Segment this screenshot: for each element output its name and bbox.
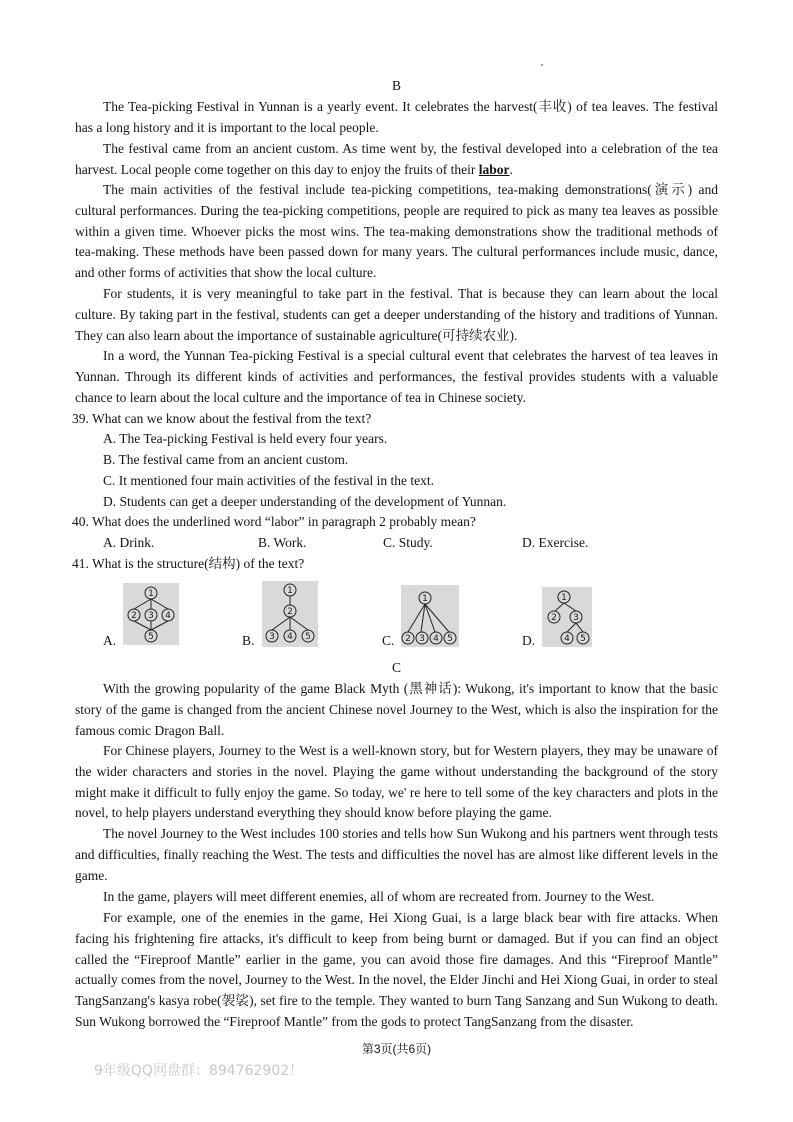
node-label: 5 bbox=[447, 634, 453, 644]
q39-option-b[interactable]: B. The festival came from an ancient custom. bbox=[103, 452, 349, 467]
section-b-title: B bbox=[391, 78, 401, 93]
section-c-paragraph-1: With the growing popularity of the game Black Myth (黑神话): Wukong, it's important to know that the basic story of the game is changed from the ancient Chinese novel Journey to the West, which is also the inspiration for the famous comic Dragon Ball. bbox=[75, 681, 718, 738]
section-c-paragraph-2: For Chinese players, Journey to the West is a well-known story, but for Western players, they may be unaware of the wider characters and stories in the novel. Playing the game without understanding the background of the story might make it difficult to fully enjoy the game. So today, we' re here to tell some of the key characters and plots in the novel, to help players understand everything they should know before playing the game. bbox=[75, 743, 718, 821]
node-label: 1 bbox=[287, 586, 293, 596]
q40-option-b[interactable]: B. Work. bbox=[258, 535, 307, 550]
structure-diagram-c bbox=[401, 585, 459, 647]
question-41-stem: 41. What is the structure(结构) of the text? bbox=[72, 556, 305, 571]
node-label: 5 bbox=[580, 634, 586, 644]
q41-option-b-label[interactable]: B. bbox=[242, 633, 255, 648]
scan-speck bbox=[541, 64, 543, 66]
node-label: 2 bbox=[551, 613, 557, 623]
structure-diagram-b bbox=[262, 581, 318, 647]
node-label: 5 bbox=[148, 632, 154, 642]
node-label: 2 bbox=[287, 607, 293, 617]
node-label: 3 bbox=[148, 611, 154, 621]
q40-option-d[interactable]: D. Exercise. bbox=[522, 535, 589, 550]
section-c-title: C bbox=[391, 660, 401, 675]
q41-diagram-b[interactable] bbox=[262, 581, 318, 647]
q41-option-d-label[interactable]: D. bbox=[522, 633, 536, 648]
q39-option-c[interactable]: C. It mentioned four main activities of the festival in the text. bbox=[103, 473, 435, 488]
section-b-paragraph-3: The main activities of the festival include tea-picking competitions, tea-making demonstrations(演示) and cultural performances. During the tea-picking competitions, people are required to pick as many tea leaves as possible within a given time. Whoever picks the most wins. The tea-making demonstrations show the traditional methods of tea-making. These methods have been passed down for many years. The cultural performances include music, dance, and other forms of activities that show the local culture. bbox=[75, 182, 718, 281]
node-label: 4 bbox=[287, 632, 293, 642]
node-label: 1 bbox=[422, 594, 428, 604]
node-label: 4 bbox=[564, 634, 570, 644]
section-c-paragraph-3: The novel Journey to the West includes 100 stories and tells how Sun Wukong and his partners went through tests and difficulties, finally reaching the West. The tests and difficulties the novel has are almost like different levels in the game. bbox=[75, 826, 718, 883]
q41-diagram-c[interactable] bbox=[401, 585, 459, 647]
node-label: 4 bbox=[433, 634, 439, 644]
node-label: 1 bbox=[148, 589, 154, 599]
node-label: 2 bbox=[405, 634, 411, 644]
q41-option-a-label[interactable]: A. bbox=[103, 633, 117, 648]
structure-diagram-d bbox=[542, 587, 592, 647]
node-label: 3 bbox=[573, 613, 579, 623]
q39-option-d[interactable]: D. Students can get a deeper understanding of the development of Yunnan. bbox=[103, 494, 507, 509]
node-label: 2 bbox=[131, 611, 137, 621]
q41-diagram-d[interactable] bbox=[542, 587, 592, 647]
node-label: 4 bbox=[165, 611, 171, 621]
node-label: 1 bbox=[561, 593, 567, 603]
section-c-paragraph-4: In the game, players will meet different enemies, all of whom are recreated from. Journey to the West. bbox=[103, 889, 655, 904]
node-label: 5 bbox=[305, 632, 311, 642]
paragraph-2-text: The festival came from an ancient custom. As time went by, the festival developed into a celebration of the tea harvest. Local people come together on this day to enjoy the fruits of their bbox=[75, 141, 718, 177]
q41-option-c-label[interactable]: C. bbox=[382, 633, 395, 648]
watermark-text: 9年级QQ网盘群：894762902！ bbox=[94, 1063, 304, 1079]
section-c-paragraph-5: For example, one of the enemies in the game, Hei Xiong Guai, is a large black bear with fire attacks. When facing his frightening fire attacks, it's difficult to keep from being burnt or damaged. But if you can find an object called the “Fireproof Mantle” earlier in the game, you can avoid those fire damages. And this “Fireproof Mantle” actually comes from the novel, Journey to the West. In the novel, the Elder Jinchi and Hei Xiong Guai, in order to steal TangSanzang's kasya robe(袈裟), set fire to the temple. They wanted to burn Tang Sanzang and Sun Wukong to death. Sun Wukong borrowed the “Fireproof Mantle” from the gods to protect TangSanzang from the disaster. bbox=[75, 910, 718, 1029]
page-number-footer: 第3页(共6页) bbox=[361, 1042, 432, 1056]
q40-option-a[interactable]: A. Drink. bbox=[103, 535, 155, 550]
underlined-word-labor: labor bbox=[478, 161, 510, 177]
q39-option-a[interactable]: A. The Tea-picking Festival is held every four years. bbox=[103, 431, 388, 446]
structure-diagram-a bbox=[123, 583, 179, 645]
paragraph-2-end: . bbox=[509, 161, 513, 177]
section-b-paragraph-4: For students, it is very meaningful to take part in the festival. That is because they can learn about the local culture. By taking part in the festival, students can get a deeper understanding of the history and traditions of Yunnan. They can also learn about the importance of sustainable agriculture(可持续农业). bbox=[75, 286, 718, 343]
section-b-paragraph-5: In a word, the Yunnan Tea-picking Festival is a special cultural event that celebrates the harvest of tea leaves in Yunnan. Through its different kinds of activities and performances, the festival provides students with a valuable chance to learn about the local culture and the importance of tea in Chinese society. bbox=[75, 348, 718, 405]
section-b-paragraph-2 bbox=[75, 139, 718, 181]
question-39-stem: 39. What can we know about the festival from the text? bbox=[72, 411, 372, 426]
question-40-stem: 40. What does the underlined word “labor” in paragraph 2 probably mean? bbox=[72, 514, 476, 529]
node-label: 3 bbox=[419, 634, 425, 644]
section-b-paragraph-1: The Tea-picking Festival in Yunnan is a yearly event. It celebrates the harvest(丰收) of tea leaves. The festival has a long history and it is important to the local people. bbox=[75, 99, 718, 135]
q41-diagram-a[interactable] bbox=[123, 583, 179, 645]
q40-option-c[interactable]: C. Study. bbox=[383, 535, 433, 550]
node-label: 3 bbox=[269, 632, 275, 642]
